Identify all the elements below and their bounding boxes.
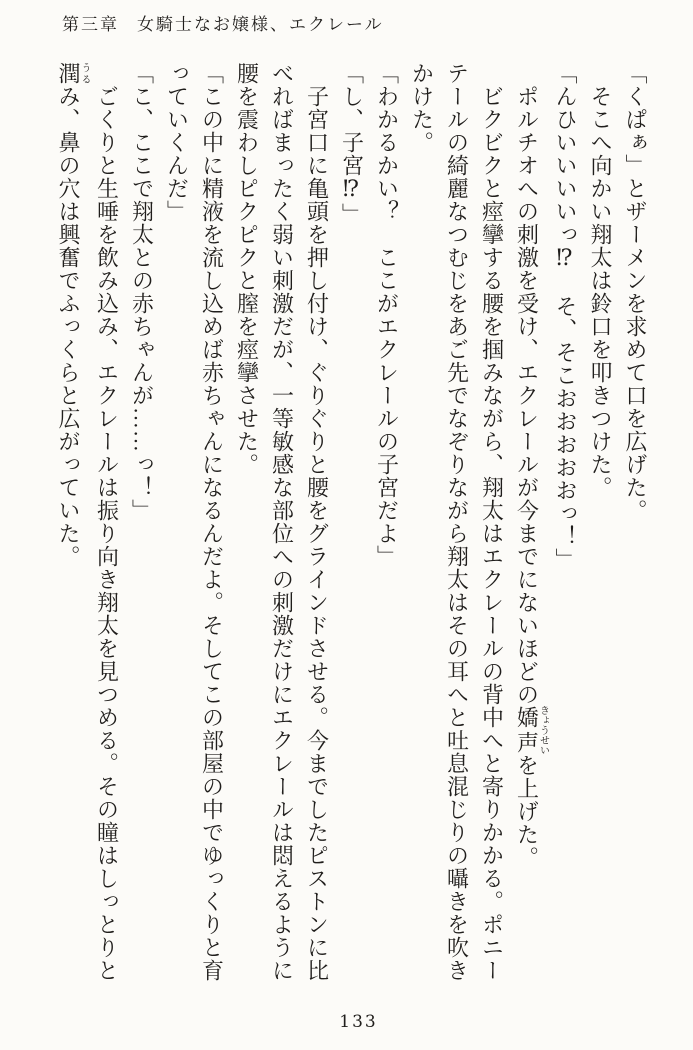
text-line: べればまったく弱い刺激だが、一等敏感な部位への刺激だけにエクレールは悶えるように bbox=[269, 62, 295, 982]
line-post-text: み、鼻の穴は興奮でふっくらと広がっていた。 bbox=[56, 85, 81, 568]
text-line: 「んひいいいいっ⁉ そ、そこおおおおおっ！」 bbox=[553, 62, 578, 571]
text-line: 「くぱぁ」とザーメンを求めて口を広げた。 bbox=[623, 62, 648, 522]
line-post-text: を上げた。 bbox=[514, 754, 540, 869]
text-line: 「こ、ここで翔太との赤ちゃんが……っ！」 bbox=[129, 62, 155, 522]
page-number: 133 bbox=[339, 1012, 378, 1032]
ruby-furigana: うる bbox=[79, 62, 90, 85]
text-line: そこへ向かい翔太は鈴口を叩きつけた。 bbox=[588, 62, 613, 499]
text-line: かけた。 bbox=[409, 62, 435, 154]
text-line: 「し、子宮⁉」 bbox=[339, 62, 365, 226]
text-line: っていくんだ」 bbox=[164, 62, 190, 223]
text-line: ビクビクと痙攣する腰を掴みながら、翔太はエクレールの背中へと寄りかかる。ポニー bbox=[479, 62, 505, 982]
text-line-with-ruby bbox=[510, 62, 549, 997]
line-pre-text: ポルチオへの刺激を受け、エクレールが今までにないほどの bbox=[514, 62, 540, 706]
text-line: 「この中に精液を流し込めば赤ちゃんになるんだよ。そしてこの部屋の中でゆっくりと育 bbox=[199, 62, 225, 982]
ruby-base: 嬌声 bbox=[514, 705, 540, 755]
text-line: ごくりと生唾を飲み込み、エクレールは振り向き翔太を見つめる。その瞳はしっとりと bbox=[94, 62, 120, 982]
chapter-number: 第三章 bbox=[62, 15, 119, 34]
text-line-with-ruby bbox=[51, 62, 90, 997]
ruby-furigana: きょうせい bbox=[537, 705, 549, 755]
chapter-title: 女騎士なお嬢様、エクレール bbox=[137, 15, 384, 34]
chapter-header bbox=[62, 10, 384, 35]
text-line: 「わかるかい？ ここがエクレールの子宮だよ」 bbox=[374, 62, 400, 568]
ruby-word bbox=[514, 705, 549, 755]
text-line: テールの綺麗なつむじをあご先でなぞりながら翔太はその耳へと吐息混じりの囁きを吹き bbox=[444, 62, 470, 982]
text-line: 子宮口に亀頭を押し付け、ぐりぐりと腰をグラインドさせる。今までしたピストンに比 bbox=[304, 62, 330, 982]
ruby-base: 潤 bbox=[56, 62, 81, 85]
ruby-word bbox=[56, 62, 90, 85]
text-line: 腰を震わしピクピクと膣を痙攣させた。 bbox=[234, 62, 260, 476]
page-body bbox=[51, 62, 653, 997]
